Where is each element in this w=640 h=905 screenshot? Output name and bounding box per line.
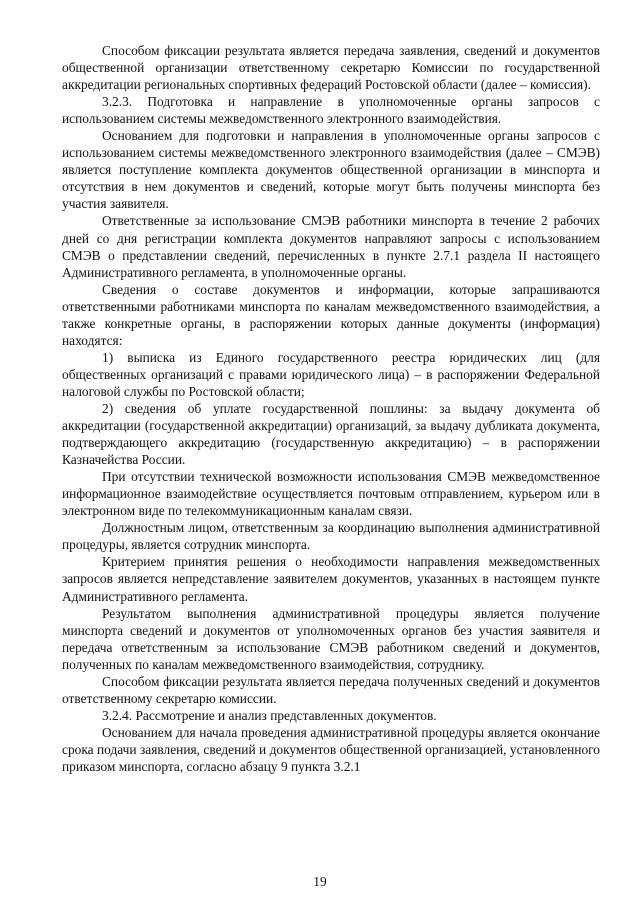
paragraph: Критерием принятия решения о необходимости направления межведомственных запросов является непредставление заявителем документов, указанных в настоящем пункте Административного регламента. [62, 554, 600, 604]
page-number: 19 [313, 874, 327, 889]
paragraph: При отсутствии технической возможности использования СМЭВ межведомственное информационное взаимодействие осуществляется почтовым отправлением, курьером или в электронном виде по телекоммуникационным каналам связи. [62, 469, 600, 519]
paragraph: Сведения о составе документов и информации, которые запрашиваются ответственными работниками минспорта по каналам межведомственного взаимодействия, а также конкретные органы, в распоряжении которых данные документы (информация) находятся: [62, 281, 600, 348]
paragraph-section-heading: 3.2.4. Рассмотрение и анализ представленных документов. [102, 707, 437, 723]
paragraph-section-heading: 3.2.3. Подготовка и направление в уполномоченные органы запросов с использованием системы межведомственного электронного взаимодействия. [62, 94, 600, 127]
list-item: 1) выписка из Единого государственного реестра юридических лиц (для общественных организаций с правами юридического лица) – в распоряжении Федеральной налоговой службы по Ростовской области; [62, 349, 600, 399]
paragraph: Основанием для начала проведения административной процедуры является окончание срока подачи заявления, сведений и документов общественной организацией, установленного приказом минспорта, согласно абзацу 9 пункта 3.2.1 [62, 724, 600, 774]
paragraph: Результатом выполнения административной процедуры является получение минспорта сведений и документов от уполномоченных органов без участия заявителя и передача ответственным за использование СМЭВ работником сведений и документов, полученных по каналам межведомственного взаимодействия, сотруднику. [62, 605, 600, 672]
paragraph: Способом фиксации результата является передача заявления, сведений и документов общественной организации ответственному секретарю Комиссии по государственной аккредитации региональных спортивных федераций Ростовской области (далее – комиссия). [62, 43, 600, 93]
paragraph: Ответственные за использование СМЭВ работники минспорта в течение 2 рабочих дней со дня регистрации комплекта документов направляют запросы с использованием СМЭВ о представлении сведений, перечисленных в пункте 2.7.1 раздела II настоящего Административного регламента, в уполномоченные органы. [62, 213, 600, 280]
paragraph: Способом фиксации результата является передача полученных сведений и документов ответственному секретарю комиссии. [62, 673, 600, 706]
document-body [62, 42, 600, 775]
paragraph: Основанием для подготовки и направления в уполномоченные органы запросов с использованием системы межведомственного электронного взаимодействия (далее – СМЭВ) является поступление комплекта документов общественной организации в минспорта и отсутствия в нем документов и сведений, которые могут быть получены минспорта без участия заявителя. [62, 128, 600, 212]
list-item: 2) сведения об уплате государственной пошлины: за выдачу документа об аккредитации (государственной аккредитации) организаций, за выдачу дубликата документа, подтверждающего аккредитацию (государственную аккредитацию) – в распоряжении Казначейства России. [62, 400, 600, 468]
paragraph: Должностным лицом, ответственным за координацию выполнения административной процедуры, является сотрудник минспорта. [62, 520, 600, 553]
